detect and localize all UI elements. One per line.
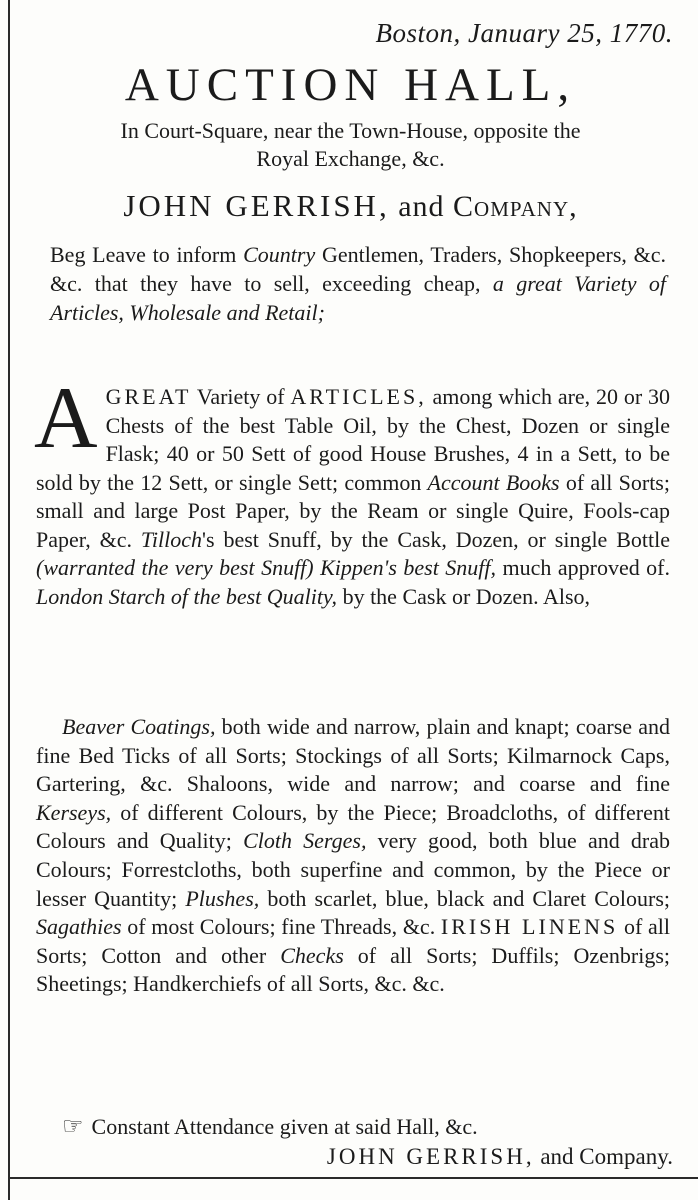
body-italic-4: London Starch of the best Quality, [36,583,338,609]
address-line-2: Royal Exchange, &c. [256,146,445,171]
firm-proprietor: JOHN GERRISH, [123,188,390,223]
attendance-line [62,1112,662,1141]
para2-text-5: of most Colours; fine Threads, &c. [121,914,441,940]
body-italic-3: (warranted the very best Snuff) Kippen's best Snuff, [36,555,497,580]
signoff-rest: and Company. [534,1144,673,1169]
column-rule-bottom [8,1177,698,1179]
para2-italic-1: Beaver Coatings, [62,714,216,739]
firm-and: and [398,190,445,223]
para2-text-7: of all Sorts; Duffils; Ozenbrigs; Sheetings; Handkerchiefs of all Sorts, &c. &c. [36,942,671,997]
signoff [28,1144,673,1170]
para2-text-1: both wide and narrow, plain and knapt; coarse and fine Bed Ticks of all Sorts; Stockings of all Sorts; Kilmarnock Caps, Gartering, &c. Shaloons, wide and narrow; and coarse and fine [36,714,670,797]
para2-italic-2: Kerseys, [36,799,112,825]
para2-text-6: of all Sorts; Cotton and other [36,914,670,968]
body-text-1: Variety of [191,384,291,409]
intro-text-2: Gentlemen, Traders, Shopkeepers, &c. &c. that they have to sell, exceeding cheap, [50,242,666,296]
body-text-6: by the Cask or Dozen. Also, [337,583,591,609]
para2-caps-1: IRISH LINENS [440,914,619,940]
body-text-2: among which are, 20 or 30 Chests of the best Table Oil, by the Chest, Dozen or single Flask; 40 or 50 Sett of good House Brushes, 4 in a Sett, to be sold by the 12 Sett, or single Sett; common [36,384,670,495]
masthead-title: AUCTION HALL, [124,59,577,111]
drop-cap: A [34,370,98,467]
address-line-1: In Court-Square, near the Town-House, opposite the [120,118,581,143]
address-block [28,117,673,173]
body-italic-2: Tilloch [140,526,203,552]
firm-company: Company, [453,190,578,223]
para2-italic-3: Cloth Serges, [243,828,367,854]
body-text-5: much approved of. [496,555,671,580]
body-text-4: 's best Snuff, by the Cask, Dozen, or single Bottle [202,526,670,552]
intro-text-1: Beg Leave to inform [50,242,244,267]
textiles-paragraph [36,713,670,999]
body-text-3: of all Sorts; small and large Post Paper, by the Ream or single Quire, Fools-cap Paper, &c. [36,469,670,552]
intro-italic-2: a great Variety of Articles, Wholesale and Retail; [50,271,666,325]
signoff-name: JOHN GERRISH, [326,1144,535,1169]
dateline: Boston, January 25, 1770. [375,18,673,48]
para2-text-2: of different Colours, by the Piece; Broadcloths, of different Colours and Quality; [36,799,670,854]
articles-paragraph [34,370,671,611]
para2-italic-4: Plushes, [185,885,260,911]
intro-paragraph [50,240,666,327]
attendance-text: Constant Attendance given at said Hall, &c. [91,1114,478,1139]
para2-italic-6: Checks [280,942,344,968]
para2-text-4: both scarlet, blue, black and Claret Colours; [259,885,670,911]
body-caps-1: GREAT [105,384,192,409]
para2-italic-5: Sagathies [36,914,122,940]
para2-text-3: very good, both blue and drab Colours; Forrestcloths, both superfine and common, by the Piece or lesser Quantity; [36,828,671,911]
body-italic-1: Account Books [427,469,560,495]
intro-italic-1: Country [243,242,316,267]
body-caps-2: ARTICLES, [290,384,427,409]
firm-name [28,188,673,224]
pointing-hand-icon: ☞ [62,1114,84,1140]
column-rule-left [8,0,10,1200]
